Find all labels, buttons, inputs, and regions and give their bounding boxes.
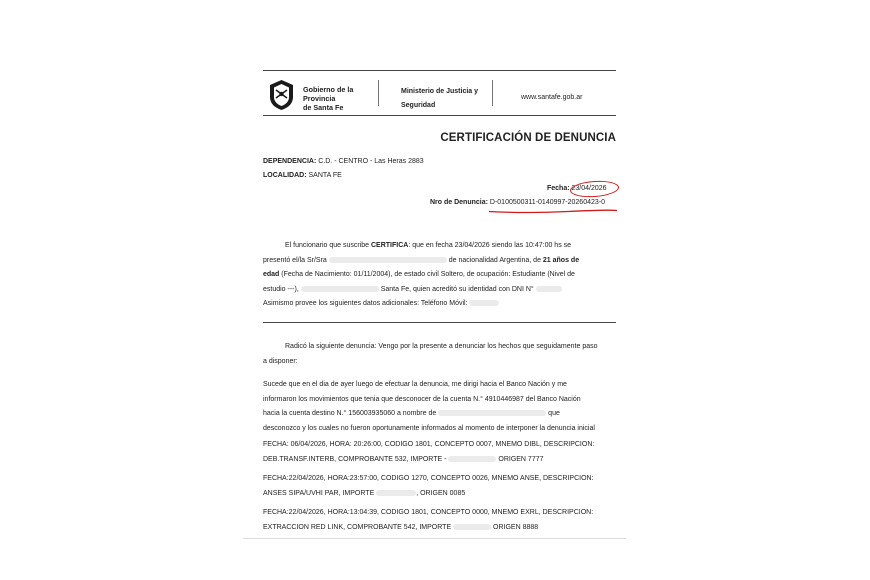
- fecha-row: Fecha: 23/04/2026: [547, 185, 607, 192]
- redacted-amount: [376, 490, 416, 496]
- page-bottom-edge: [243, 538, 626, 539]
- redacted-amount: [448, 456, 496, 462]
- header-bottom-rule: [263, 115, 616, 116]
- localidad-row: LOCALIDAD: SANTA FE: [263, 172, 342, 179]
- red-annotation-circle: [570, 179, 620, 198]
- movement-entry: FECHA:22/04/2026, HORA:23:57:00, CODIGO 1270, CONCEPTO 0026, MNEMO ANSE, DESCRIPCION: ANSES SIPA/UVHI PAR, IMPORTE , ORIGEN 0085: [263, 475, 594, 497]
- certifica-paragraph: El funcionario que suscribe CERTIFICA: que en fecha 23/04/2026 siendo las 10:47:00 hs se presentó el/la Sr/Sra de nacionalidad Argentina, de 21 años de edad (Fecha de Nacimiento: 01/11/2004), de estado civil Soltero, de ocupación: Estudiante (Nivel de estudio ---), Santa Fe, quien acreditó su identidad con DNI N° Asimismo provee los siguientes datos adicionales: Teléfono Móvil:: [263, 242, 580, 307]
- header-divider: [492, 80, 493, 106]
- redacted-phone: [469, 300, 499, 306]
- government-name: Gobierno de la Provincia de Santa Fe: [303, 85, 354, 112]
- header-divider: [378, 80, 379, 106]
- website-link: www.santafe.gob.ar: [521, 94, 583, 101]
- nro-denuncia-row: Nro de Denuncia: D-0100500311-0140997-20260423-0: [430, 199, 605, 206]
- dependencia-row: DEPENDENCIA: C.D. - CENTRO - Las Heras 2883: [263, 158, 424, 165]
- red-annotation-underline: [488, 209, 618, 214]
- document-page: [243, 58, 626, 540]
- ministry-name: Ministerio de Justicia y Seguridad: [401, 88, 479, 109]
- redacted-address: [301, 286, 379, 292]
- redacted-recipient: [438, 410, 546, 416]
- movement-entry: FECHA:22/04/2026, HORA:13:04:39, CODIGO 1801, CONCEPTO 0000, MNEMO EXRL, DESCRIPCION: EXTRACCION RED LINK, COMPROBANTE 542, IMPORTE ORIGEN 8888: [263, 509, 594, 531]
- document-title: CERTIFICACIÓN DE DENUNCIA: [440, 132, 616, 144]
- santa-fe-seal-icon: [268, 79, 295, 111]
- radico-paragraph: Radicó la siguiente denuncia: Vengo por la presente a denunciar los hechos que seguidamente paso a disponer:: [263, 343, 598, 365]
- header-top-rule: [263, 70, 616, 71]
- movement-entry: FECHA: 06/04/2026, HORA: 20:26:00, CODIGO 1801, CONCEPTO 0007, MNEMO DIBL, DESCRIPCION: DEB.TRANSF.INTERB, COMPROBANTE 532, IMPORTE - ORIGEN 7777: [263, 441, 595, 463]
- redacted-amount: [453, 524, 491, 530]
- relato-paragraph: Sucede que en el dia de ayer luego de efectuar la denuncia, me dirigi hacia el Banco Nación y me informaron los movimientos que tenia que desconocer de la cuenta N.° 4910446987 del Banco Nación hacia la cuenta destino N.° 156003935060 a nombre de que desconozco y los cuales no fueron oportunamente informados al momento de interponer la denuncia inicial: [263, 381, 595, 432]
- redacted-name: [329, 257, 447, 263]
- redacted-dni: [536, 286, 562, 292]
- section-divider: [263, 322, 616, 323]
